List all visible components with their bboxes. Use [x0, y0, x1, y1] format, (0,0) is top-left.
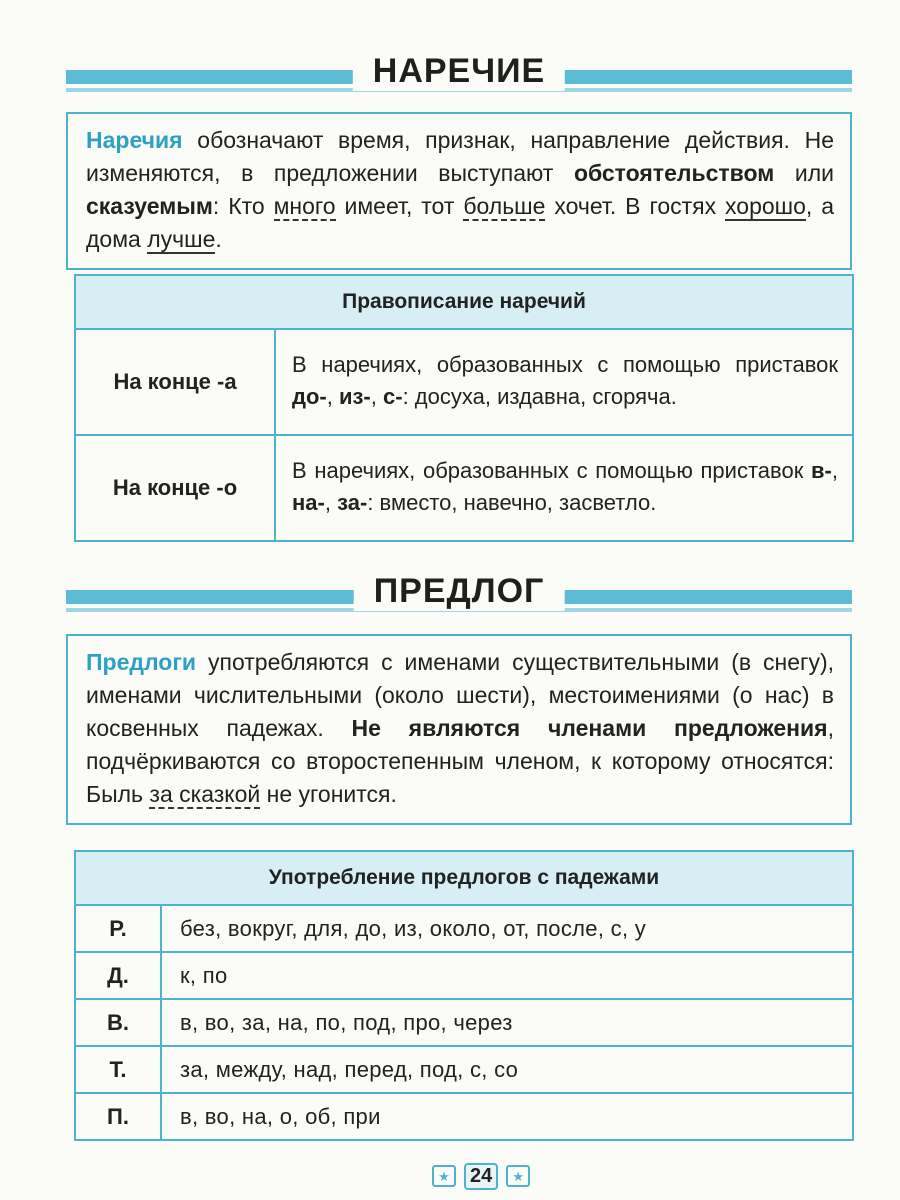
rule-box-preposition [66, 634, 852, 825]
text-part: : вместо, навечно, засветло. [367, 490, 657, 515]
prefix: на- [292, 490, 325, 515]
section-heading-preposition [66, 572, 852, 622]
text-part: , [370, 384, 383, 409]
preposition-list: в, во, за, на, по, под, про, через [161, 999, 853, 1046]
prefix: за- [337, 490, 368, 515]
table-row [75, 905, 853, 952]
table-row [75, 435, 853, 541]
text-part: В наречиях, образованных с помощью приставок [292, 352, 838, 377]
rule-bold: сказуемым [86, 193, 213, 219]
rule-text: не угонится. [260, 781, 397, 807]
section-heading-adverb [66, 52, 852, 102]
text-part: : досуха, издавна, сгоряча. [402, 384, 677, 409]
table-header: Правописание наречий [75, 275, 853, 329]
example-word: за сказкой [149, 781, 261, 807]
table-row [75, 952, 853, 999]
table-row [75, 329, 853, 435]
adverb-spelling-table [74, 274, 854, 542]
rule-bold: Не являются членами предложения [351, 715, 828, 741]
prefix: до- [292, 384, 327, 409]
case-label: Т. [75, 1046, 161, 1093]
prefix: из- [338, 384, 371, 409]
rule-text: или [774, 160, 834, 186]
rule-text: хочет. В гостях [545, 193, 726, 219]
preposition-list: в, во, на, о, об, при [161, 1093, 853, 1140]
table-row [75, 999, 853, 1046]
example-word: хорошо [725, 193, 806, 219]
example-word: больше [463, 193, 546, 219]
case-label: Д. [75, 952, 161, 999]
prefix: в- [811, 458, 832, 483]
rule-text: , подчёркиваются со второстепенным членом, к которому относятся: Быль [86, 715, 834, 807]
page-number: 24 [464, 1163, 498, 1190]
star-icon: ★ [432, 1165, 456, 1187]
rule-text: имеет, тот [335, 193, 464, 219]
text-part: В наречиях, образованных с помощью приставок [292, 458, 812, 483]
row-text [275, 329, 853, 435]
case-label: П. [75, 1093, 161, 1140]
preposition-cases-table [74, 850, 854, 1141]
rule-term: Предлоги [86, 649, 197, 675]
rule-bold: обстоятельством [573, 160, 775, 186]
rule-text: обозначают время, признак, направление действия. Не изменяются, в предложении выступают [86, 127, 834, 186]
preposition-list: за, между, над, перед, под, с, со [161, 1046, 853, 1093]
rule-text: . [215, 226, 222, 252]
section-title: ПРЕДЛОГ [354, 572, 565, 611]
table-header: Употребление предлогов с падежами [75, 851, 853, 905]
example-word: много [273, 193, 336, 219]
rule-box-adverb [66, 112, 852, 270]
page-number-block [432, 1162, 530, 1190]
example-word: лучше [147, 226, 216, 252]
row-label: На конце -а [75, 329, 275, 435]
row-label: На конце -о [75, 435, 275, 541]
preposition-list: к, по [161, 952, 853, 999]
star-icon: ★ [506, 1165, 530, 1187]
rule-term: Наречия [86, 127, 183, 153]
rule-text: , а дома [86, 193, 835, 252]
text-part: , [831, 458, 838, 483]
rule-text: : Кто [212, 193, 274, 219]
preposition-list: без, вокруг, для, до, из, около, от, после, с, у [161, 905, 853, 952]
rule-text: употребляются с именами существительными (в снегу), именами числительными (около шести), местоимениями (о нас) в косвенных падежах. [86, 649, 834, 741]
table-row [75, 1093, 853, 1140]
row-text [275, 435, 853, 541]
case-label: Р. [75, 905, 161, 952]
prefix: с- [383, 384, 403, 409]
section-title: НАРЕЧИЕ [353, 52, 565, 91]
text-part: , [324, 490, 338, 515]
table-row [75, 1046, 853, 1093]
text-part: , [326, 384, 339, 409]
case-label: В. [75, 999, 161, 1046]
